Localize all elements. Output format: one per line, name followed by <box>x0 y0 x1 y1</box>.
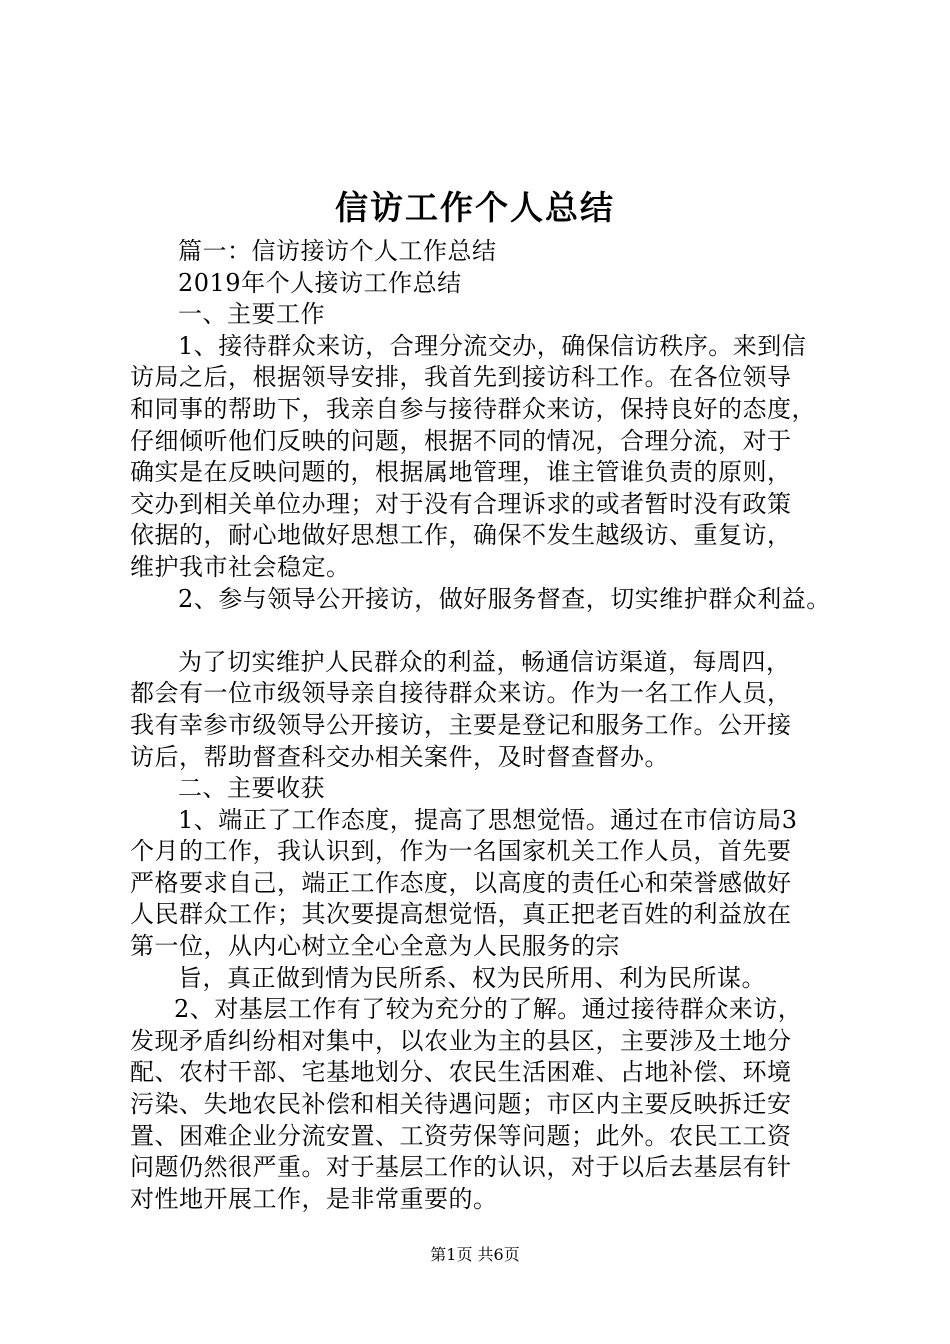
paragraph-line: 问题仍然很严重。对于基层工作的认识，对于以后去基层有针 <box>130 1153 792 1182</box>
paragraph-line: 个月的工作，我认识到，作为一名国家机关工作人员，首先要 <box>130 837 792 866</box>
paragraph-line: 配、农村干部、宅基地划分、农民生活困难、占地补偿、环境 <box>130 1058 792 1087</box>
paragraph-line: 2、参与领导公开接访，做好服务督查，切实维护群众利益。 <box>178 584 831 613</box>
paragraph-line: 访后，帮助督查科交办相关案件，及时督查督办。 <box>130 742 669 771</box>
section-heading-main-work: 一、主要工作 <box>178 300 325 329</box>
paragraph-gap <box>130 615 850 647</box>
paragraph-line: 污染、失地农民补偿和相关待遇问题；市区内主要反映拆迁安 <box>130 1090 792 1119</box>
paragraph-line: 我有幸参市级领导公开接访，主要是登记和服务工作。公开接 <box>130 710 792 739</box>
paragraph-line: 确实是在反映问题的，根据属地管理，谁主管谁负责的原则， <box>130 458 792 487</box>
paragraph-line: 1、端正了工作态度，提高了思想觉悟。通过在市信访局3 <box>178 805 798 834</box>
paragraph-line: 旨，真正做到情为民所系、权为民所用、利为民所谋。 <box>178 963 766 992</box>
paragraph-line: 依据的，耐心地做好思想工作，确保不发生越级访、重复访， <box>130 521 792 550</box>
page-number-footer: 第1页 共6页 <box>430 1245 520 1264</box>
paragraph-line: 维护我市社会稳定。 <box>130 552 351 581</box>
paragraph-line: 人民群众工作；其次要提高想觉悟，真正把老百姓的利益放在 <box>130 900 792 929</box>
paragraph-line: 仔细倾听他们反映的问题，根据不同的情况，合理分流，对于 <box>130 426 792 455</box>
paragraph-line: 对性地开展工作，是非常重要的。 <box>130 1184 498 1213</box>
paragraph-line: 置、困难企业分流安置、工资劳保等问题；此外。农民工工资 <box>130 1121 792 1150</box>
paragraph-line: 发现矛盾纠纷相对集中，以农业为主的县区，主要涉及土地分 <box>130 1026 792 1055</box>
paragraph-line: 2、对基层工作有了较为充分的了解。通过接待群众来访， <box>174 995 803 1024</box>
paragraph-line: 和同事的帮助下，我亲自参与接待群众来访，保持良好的态度， <box>130 394 816 423</box>
paragraph-line: 第一位，从内心树立全心全意为人民服务的宗 <box>130 932 620 961</box>
document-body <box>130 236 850 1215</box>
paragraph-line: 都会有一位市级领导亲自接待群众来访。作为一名工作人员， <box>130 679 792 708</box>
paragraph-line: 为了切实维护人民群众的利益，畅通信访渠道，每周四， <box>178 647 791 676</box>
paragraph-line: 访局之后，根据领导安排，我首先到接访科工作。在各位领导 <box>130 363 792 392</box>
paragraph-line: 交办到相关单位办理；对于没有合理诉求的或者暂时没有政策 <box>130 489 792 518</box>
paragraph-line: 严格要求自己，端正工作态度，以高度的责任心和荣誉感做好 <box>130 868 792 897</box>
paragraph-line: 1、接待群众来访，合理分流交办，确保信访秩序。来到信 <box>178 331 807 360</box>
section-heading-part-one: 篇一：信访接访个人工作总结 <box>178 237 497 265</box>
section-heading-main-gains: 二、主要收获 <box>178 774 325 803</box>
document-title: 信访工作个人总结 <box>335 188 615 227</box>
subtitle-line: 2019年个人接访工作总结 <box>178 268 462 297</box>
